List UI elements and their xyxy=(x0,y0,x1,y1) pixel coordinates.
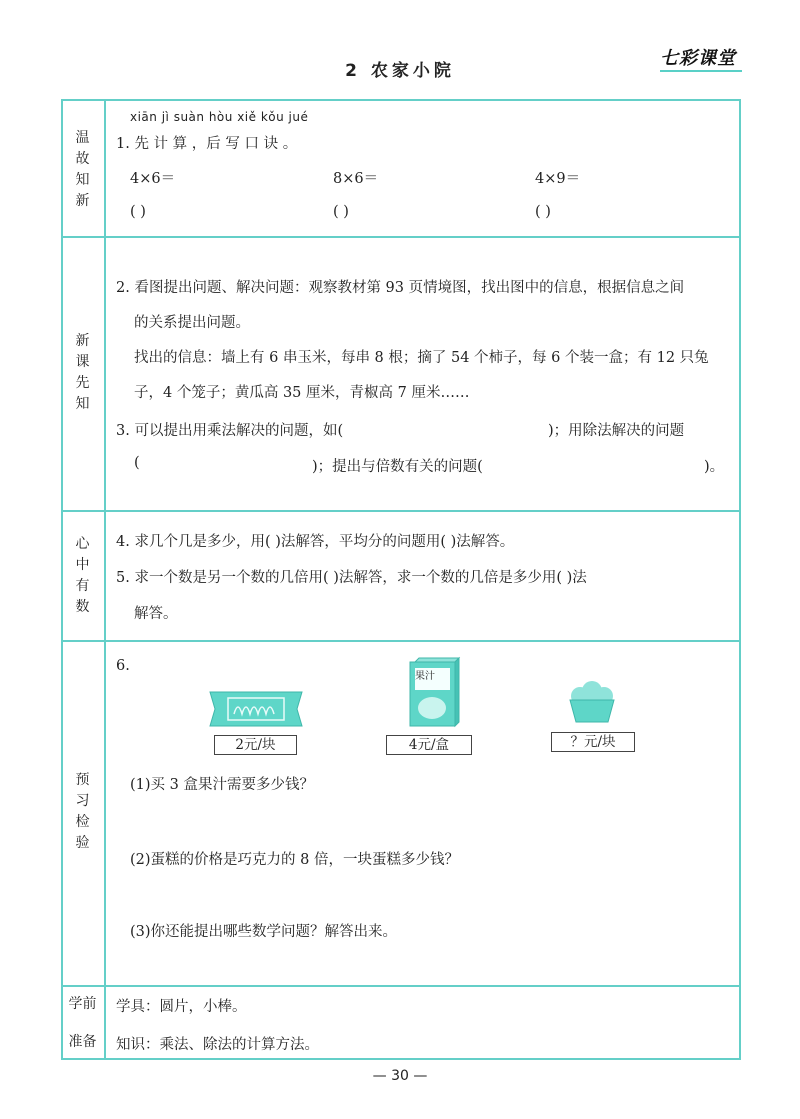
q1-answer-3[interactable]: ( ) xyxy=(535,204,551,220)
section-label-prep-top: 学前 xyxy=(68,996,97,1012)
section-label-summary: 心 中 有 数 xyxy=(75,536,90,615)
brand-logo xyxy=(660,44,742,74)
q2-line-4: 子，4 个笼子；黄瓜高 35 厘米，青椒高 7 厘米…… xyxy=(134,385,470,401)
q3-line-2b: )；提出与倍数有关的问题( xyxy=(312,459,483,475)
q1-expr-1: 4×6＝ xyxy=(130,171,176,187)
q1-expr-2: 8×6＝ xyxy=(333,171,379,187)
chocolate-price: 2元/块 xyxy=(214,735,297,755)
chocolate-bar-icon xyxy=(208,690,304,728)
q2-line-1: 2. 看图提出问题、解决问题：观察教材第 93 页情境图，找出图中的信息，根据信息之间 xyxy=(116,280,685,296)
prep-knowledge: 知识：乘法、除法的计算方法。 xyxy=(116,1037,319,1053)
brand-main: 七彩 xyxy=(660,48,698,69)
q1-pinyin: xiān jì suàn hòu xiě kǒu jué xyxy=(130,110,309,124)
divider-3 xyxy=(61,640,741,642)
divider-2 xyxy=(61,510,741,512)
divider-1 xyxy=(61,236,741,238)
section-label-prep-bottom: 准备 xyxy=(68,1034,97,1050)
prep-tools: 学具：圆片，小棒。 xyxy=(116,999,247,1015)
q6-sub-1: (1)买 3 盒果汁需要多少钱？ xyxy=(130,777,314,793)
q3-line-1b: )；用除法解决的问题 xyxy=(548,423,685,439)
q6-number: 6. xyxy=(116,658,130,674)
q5-line-1: 5. 求一个数是另一个数的几倍用( )法解答，求一个数的几倍是多少用( )法 xyxy=(116,570,587,586)
q1-answer-1[interactable]: ( ) xyxy=(130,204,146,220)
cake-price: ？元/块 xyxy=(551,732,635,752)
section-label-preview: 新 课 先 知 xyxy=(75,333,90,412)
juice-price: 4元/盒 xyxy=(386,735,472,755)
q1-expr-3: 4×9＝ xyxy=(535,171,581,187)
cupcake-icon xyxy=(566,680,618,724)
q5-line-2: 解答。 xyxy=(134,606,178,622)
brand-underline xyxy=(660,70,742,72)
q4-text: 4. 求几个几是多少，用( )法解答，平均分的问题用( )法解答。 xyxy=(116,534,515,550)
page-title: 2 农家小院 xyxy=(345,61,455,81)
section-label-check: 预 习 检 验 xyxy=(75,772,90,851)
page-number: — 30 — xyxy=(372,1068,428,1084)
q2-line-3: 找出的信息：墙上有 6 串玉米，每串 8 根；摘了 54 个柿子，每 6 个装一盒；有 12 只兔 xyxy=(134,350,709,366)
q1-answer-2[interactable]: ( ) xyxy=(333,204,349,220)
label-column-divider xyxy=(104,99,106,1060)
q6-sub-2: (2)蛋糕的价格是巧克力的 8 倍，一块蛋糕多少钱？ xyxy=(130,852,459,868)
q2-line-2: 的关系提出问题。 xyxy=(134,315,250,331)
q3-line-2a: ( xyxy=(134,455,140,471)
section-label-review: 温 故 知 新 xyxy=(75,130,90,209)
divider-4 xyxy=(61,985,741,987)
q3-line-2c: )。 xyxy=(704,459,725,475)
q3-line-1a: 3. 可以提出用乘法解决的问题，如( xyxy=(116,423,344,439)
q6-sub-3: (3)你还能提出哪些数学问题？解答出来。 xyxy=(130,924,398,940)
q1-text: 1. 先 计 算 ，后 写 口 诀 。 xyxy=(116,136,298,152)
juice-label: 果汁 xyxy=(415,671,435,682)
brand-sub: 课堂 xyxy=(698,48,736,69)
